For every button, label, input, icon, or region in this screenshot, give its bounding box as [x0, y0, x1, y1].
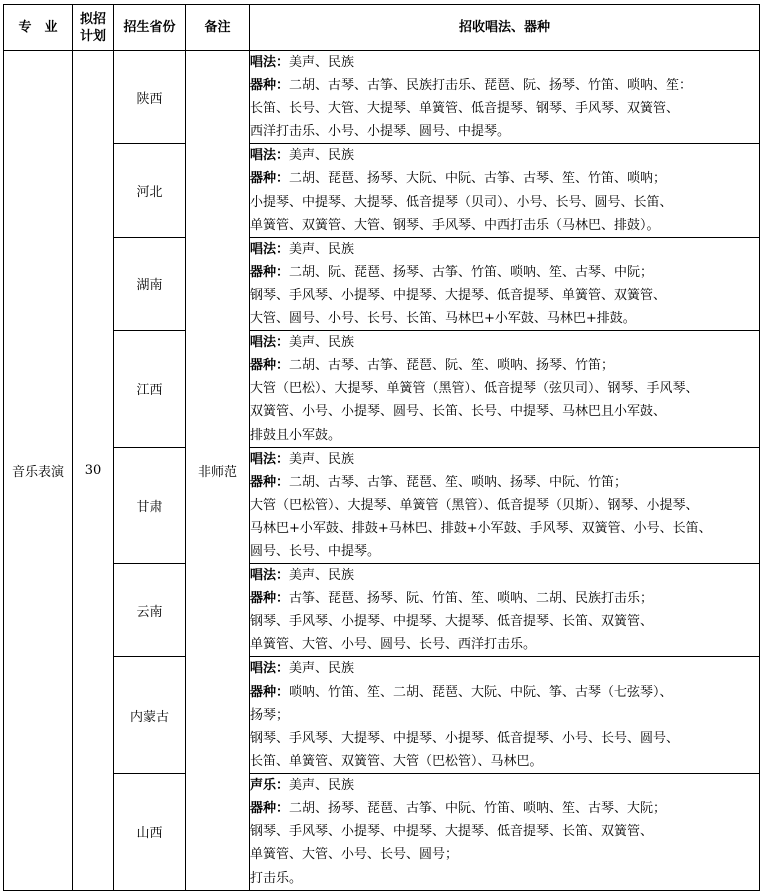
instrument-line	[250, 471, 759, 494]
instrument-label: 器种：	[250, 801, 290, 817]
instrument-line: 大管（巴松）、大提琴、单簧管（黑管）、低音提琴（弦贝司）、钢琴、手风琴、	[250, 381, 699, 397]
instrument-line: 钢琴、手风琴、小提琴、中提琴、大提琴、低音提琴、长笛、双簧管、	[250, 824, 654, 840]
singing-line	[250, 144, 759, 167]
instrument-label: 器种：	[250, 591, 290, 607]
admissions-table	[3, 4, 760, 891]
singing-line	[250, 564, 759, 587]
instrument-line: 钢琴、手风琴、小提琴、中提琴、大提琴、低音提琴、单簧管、双簧管、	[250, 287, 667, 303]
instrument-line: 长笛、长号、大管、大提琴、单簧管、低音提琴、钢琴、手风琴、双簧管、	[250, 101, 680, 117]
singing-line	[250, 448, 759, 471]
instrument-line: 钢琴、手风琴、大提琴、中提琴、小提琴、低音提琴、小号、长号、圆号、	[250, 730, 680, 746]
header-remark: 备注	[186, 5, 250, 51]
singing-label: 唱法：	[250, 661, 290, 677]
plan-cell: 30	[73, 51, 114, 891]
instrument-value: 唢呐、竹笛、笙、二胡、琵琶、大阮、中阮、筝、古琴（七弦琴）、	[289, 684, 673, 700]
instrument-value: 二胡、古琴、古筝、琵琶、阮、笙、唢呐、扬琴、竹笛；	[289, 358, 615, 374]
instrument-line: 单簧管、大管、小号、圆号、长号、西洋打击乐。	[250, 637, 537, 653]
instrument-value: 二胡、古琴、古筝、民族打击乐、琵琶、阮、扬琴、竹笛、唢呐、笙：	[289, 78, 693, 94]
singing-value: 美声、民族	[289, 778, 355, 794]
instrument-line: 圆号、长号、中提琴。	[250, 543, 381, 559]
instrument-line	[250, 354, 759, 377]
instrument-value: 古筝、琵琶、扬琴、阮、竹笛、笙、唢呐、二胡、民族打击乐；	[289, 591, 654, 607]
table-row	[4, 144, 760, 237]
province-cell: 江西	[114, 331, 186, 447]
singing-value: 美声、民族	[289, 451, 355, 467]
singing-label: 声乐：	[250, 778, 290, 794]
instrument-line: 打击乐。	[250, 870, 303, 886]
methods-cell	[250, 51, 760, 144]
table-row	[4, 331, 760, 447]
singing-value: 美声、民族	[289, 241, 355, 257]
methods-cell	[250, 564, 760, 657]
province-cell: 内蒙古	[114, 657, 186, 773]
instrument-line: 双簧管、小号、小提琴、圆号、长笛、长号、中提琴、马林巴且小军鼓、	[250, 404, 667, 420]
remark-cell: 非师范	[186, 51, 250, 891]
instrument-label: 器种：	[250, 684, 290, 700]
methods-cell	[250, 144, 760, 237]
header-row	[4, 5, 760, 51]
instrument-value: 二胡、琵琶、扬琴、大阮、中阮、古筝、古琴、笙、竹笛、唢呐；	[289, 171, 667, 187]
singing-label: 唱法：	[250, 241, 290, 257]
instrument-line	[250, 261, 759, 284]
province-cell: 山西	[114, 773, 186, 890]
header-plan-line1: 拟招	[79, 11, 106, 27]
instrument-value: 二胡、古琴、古筝、琵琶、笙、唢呐、扬琴、中阮、竹笛；	[289, 474, 628, 490]
instrument-line: 单簧管、大管、小号、长号、圆号；	[250, 847, 459, 863]
instrument-line: 长笛、单簧管、双簧管、大管（巴松管）、马林巴。	[250, 753, 543, 769]
header-major: 专 业	[4, 5, 73, 51]
singing-value: 美声、民族	[289, 148, 355, 164]
singing-label: 唱法：	[250, 568, 290, 584]
singing-label: 唱法：	[250, 148, 290, 164]
instrument-line: 单簧管、双簧管、大管、钢琴、手风琴、中西打击乐（马林巴、排鼓）。	[250, 217, 660, 233]
header-plan-line2: 计划	[79, 28, 106, 44]
table-row	[4, 447, 760, 563]
instrument-line	[250, 587, 759, 610]
singing-label: 唱法：	[250, 451, 290, 467]
singing-line	[250, 331, 759, 354]
instrument-line: 西洋打击乐、小号、小提琴、圆号、中提琴。	[250, 124, 511, 140]
singing-label: 唱法：	[250, 335, 290, 351]
table-row	[4, 237, 760, 330]
instrument-line: 钢琴、手风琴、小提琴、中提琴、大提琴、低音提琴、长笛、双簧管、	[250, 614, 654, 630]
singing-value: 美声、民族	[289, 661, 355, 677]
instrument-value: 二胡、扬琴、琵琶、古筝、中阮、竹笛、唢呐、笙、古琴、大阮；	[289, 801, 667, 817]
table-row	[4, 564, 760, 657]
instrument-line	[250, 681, 759, 704]
province-cell: 湖南	[114, 237, 186, 330]
major-cell: 音乐表演	[4, 51, 73, 891]
singing-line	[250, 774, 759, 797]
instrument-line: 大管（巴松管）、大提琴、单簧管（黑管）、低音提琴（贝斯）、钢琴、小提琴、	[250, 497, 699, 513]
table-row	[4, 773, 760, 890]
singing-value: 美声、民族	[289, 568, 355, 584]
methods-cell	[250, 773, 760, 890]
instrument-label: 器种：	[250, 78, 290, 94]
instrument-value: 二胡、阮、琵琶、扬琴、古筝、竹笛、唢呐、笙、古琴、中阮；	[289, 264, 654, 280]
instrument-label: 器种：	[250, 171, 290, 187]
methods-cell	[250, 657, 760, 773]
instrument-label: 器种：	[250, 264, 290, 280]
methods-cell	[250, 237, 760, 330]
singing-line	[250, 657, 759, 680]
table-row	[4, 657, 760, 773]
methods-cell	[250, 447, 760, 563]
header-plan	[73, 5, 114, 51]
singing-value: 美声、民族	[289, 335, 355, 351]
instrument-label: 器种：	[250, 358, 290, 374]
instrument-line: 大管、圆号、小号、长号、长笛、马林巴+小军鼓、马林巴+排鼓。	[250, 311, 636, 327]
province-cell: 甘肃	[114, 447, 186, 563]
province-cell: 云南	[114, 564, 186, 657]
singing-line	[250, 238, 759, 261]
instrument-line	[250, 797, 759, 820]
table-row	[4, 51, 760, 144]
singing-label: 唱法：	[250, 55, 290, 70]
instrument-line: 扬琴；	[250, 707, 290, 723]
province-cell: 河北	[114, 144, 186, 237]
singing-value: 美声、民族	[289, 55, 355, 70]
header-methods: 招收唱法、器种	[250, 5, 760, 51]
singing-line	[250, 51, 759, 74]
header-province: 招生省份	[114, 5, 186, 51]
methods-cell	[250, 331, 760, 447]
instrument-line: 排鼓且小军鼓。	[250, 427, 342, 443]
province-cell: 陕西	[114, 51, 186, 144]
instrument-line	[250, 167, 759, 190]
instrument-line: 马林巴+小军鼓、排鼓+马林巴、排鼓+小军鼓、手风琴、双簧管、小号、长笛、	[250, 520, 712, 536]
instrument-line: 小提琴、中提琴、大提琴、低音提琴（贝司）、小号、长号、圆号、长笛、	[250, 194, 673, 210]
instrument-label: 器种：	[250, 474, 290, 490]
instrument-line	[250, 74, 759, 97]
